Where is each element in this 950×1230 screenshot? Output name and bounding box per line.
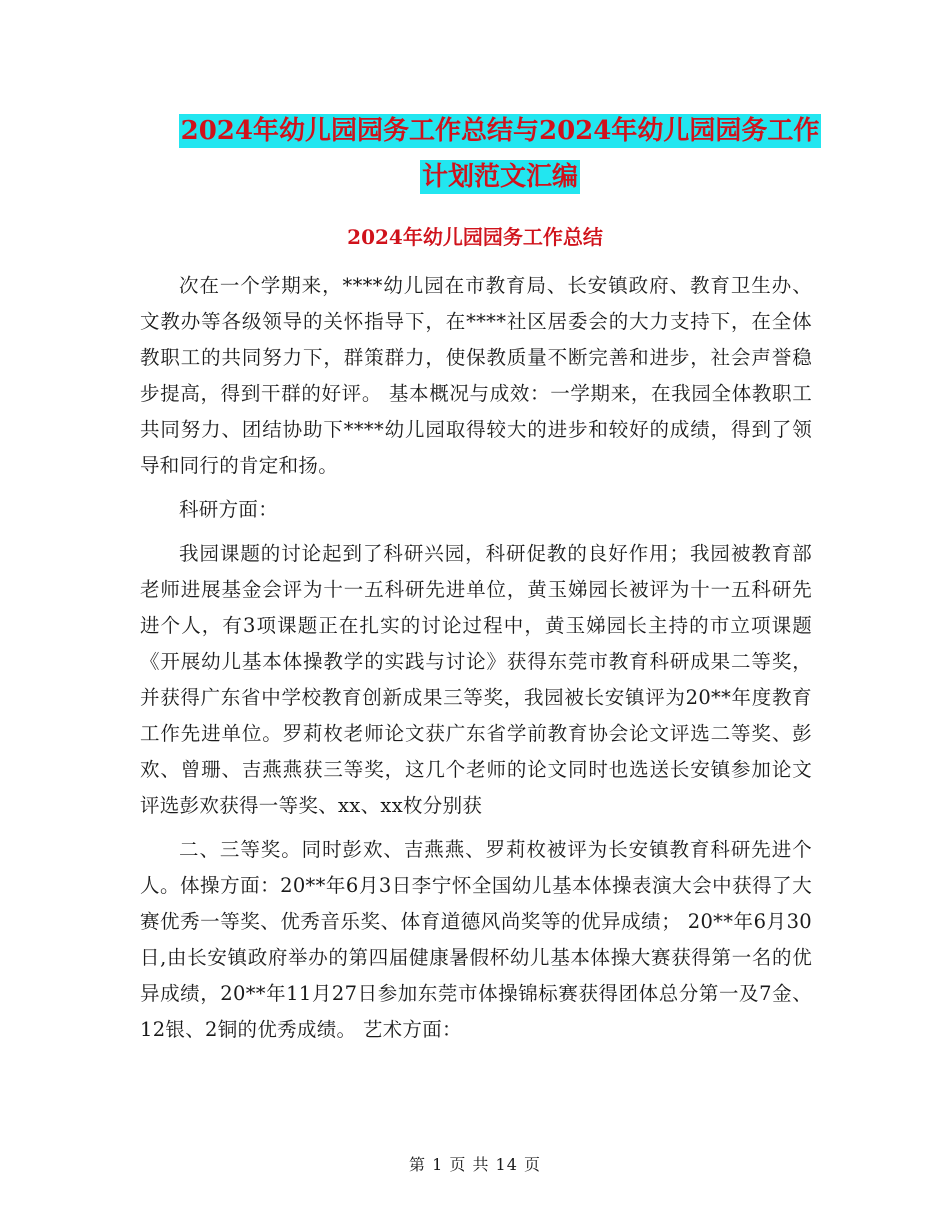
paragraph-intro: 次在一个学期来，****幼儿园在市教育局、长安镇政府、教育卫生办、文教办等各级领导的关怀指导下，在****社区居委会的大力支持下，在全体教职工的共同努力下，群策群力，使保教质量不断完善和进步，社会声誉稳步提高，得到干群的好评。 基本概况与成效：一学期来，在我园全体教职工共同努力、团结协助下****幼儿园取得较大的进步和较好的成绩，得到了领导和同行的肯定和扬。 <box>140 274 813 477</box>
paragraph-research: 我园课题的讨论起到了科研兴园，科研促教的良好作用；我园被教育部老师进展基金会评为十一五科研先进单位，黄玉娣园长被评为十一五科研先进个人，有3项课题正在扎实的讨论过程中，黄玉娣园长主持的市立项课题《开展幼儿基本体操教学的实践与讨论》获得东莞市教育科研成果二等奖，并获得广东省中学校教育创新成果三等奖，我园被长安镇评为20**年度教育工作先进单位。罗莉枚老师论文获广东省学前教育协会论文评选二等奖、彭欢、曾珊、吉燕燕获三等奖，这几个老师的论文同时也选送长安镇参加论文评选彭欢获得一等奖、xx、xx枚分别获 <box>140 542 812 817</box>
document-title <box>140 108 860 200</box>
paragraph-research-heading: 科研方面： <box>179 498 279 521</box>
page-footer: 第 1 页 共 14 页 <box>409 1155 541 1174</box>
document-title-line2: 计划范文汇编 <box>421 162 578 192</box>
document-body <box>140 268 812 1048</box>
paragraph-awards: 二、三等奖。同时彭欢、吉燕燕、罗莉枚被评为长安镇教育科研先进个人。体操方面：20**年6月3日李宁怀全国幼儿基本体操表演大会中获得了大赛优秀一等奖、优秀音乐奖、体育道德风尚奖等的优异成绩； 20**年6月30日,由长安镇政府举办的第四届健康暑假杯幼儿基本体操大赛获得第一名的优异成绩，20**年11月27日参加东莞市体操锦标赛获得团体总分第一及7金、12银、2铜的优秀成绩。 艺术方面： <box>140 838 812 1041</box>
document-title-line1: 2024年幼儿园园务工作总结与2024年幼儿园园务工作 <box>180 116 820 146</box>
section-title: 2024年幼儿园园务工作总结 <box>347 225 603 249</box>
